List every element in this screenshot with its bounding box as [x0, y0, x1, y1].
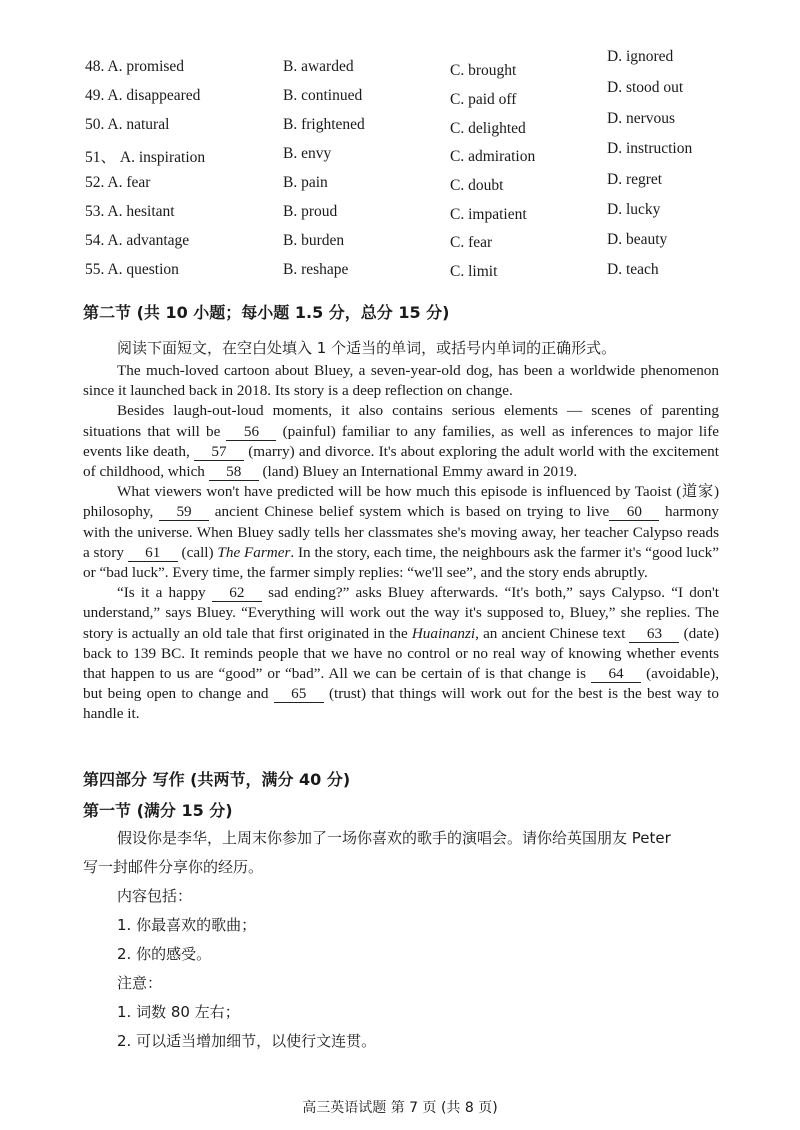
paragraph-text: sad ending?” asks Bluey afterwards. “It's both,” says Calypso. “I don't understand,” says Bluey. “Everything will work out the way it's supposed to, Bluey,” she replies. The story is actually an old tale that first originated in the [83, 584, 720, 642]
option-b: B. pain [283, 174, 328, 191]
option-c: C. limit [450, 263, 498, 280]
option-row-49 [0, 79, 800, 116]
option-a: A. natural [107, 116, 170, 133]
option-d: D. ignored [607, 48, 674, 65]
blank-57[interactable]: 57 [194, 444, 244, 461]
paragraph-4 [83, 583, 719, 724]
blank-56[interactable]: 56 [226, 424, 276, 441]
blank-65[interactable]: 65 [274, 686, 324, 703]
option-b: B. continued [283, 87, 363, 104]
paragraph-text: (painful) familiar to any families, as well as inferences to major life events like death, [83, 422, 720, 460]
blank-61[interactable]: 61 [128, 545, 178, 562]
option-a: A. question [107, 261, 179, 278]
question-number-and-option-a [85, 261, 179, 279]
paragraph-text: . In the story, each time, the neighbours ask the farmer it's “good luck” or “bad luck”. Every time, the farmer simply replies: “we'll see”, and the story ends abruptly. [83, 543, 720, 582]
question-number-and-option-a [85, 203, 175, 221]
option-c: C. fear [450, 234, 493, 251]
paragraph-text: (call) [181, 543, 214, 561]
option-a: A. advantage [107, 232, 190, 249]
option-c: C. doubt [450, 177, 504, 194]
blank-62[interactable]: 62 [212, 585, 262, 602]
option-row-52 [0, 171, 800, 203]
note-label: 注意： [117, 974, 163, 992]
note-item-2: 2. 可以适当增加细节，以使行文连贯。 [117, 1032, 377, 1050]
paragraph-text: Besides laugh-out-loud moments, it also contains serious elements — scenes of parenting situations that will be [83, 402, 719, 440]
question-number: 50. [85, 116, 105, 133]
option-b: B. envy [283, 145, 332, 162]
option-c: C. brought [450, 62, 517, 79]
option-d: D. regret [607, 171, 663, 188]
blank-60[interactable]: 60 [609, 504, 659, 521]
option-d: D. beauty [607, 231, 668, 248]
paragraph-text: The much-loved cartoon about Bluey, a seven-year-old dog, has been a worldwide phenomenon since it launched back in 2018. Its story is a deep reflection on change. [83, 362, 719, 400]
option-d: D. instruction [607, 140, 693, 157]
content-item-1: 1. 你最喜欢的歌曲； [117, 916, 257, 934]
option-d: D. nervous [607, 110, 676, 127]
option-b: B. frightened [283, 116, 365, 133]
option-a: A. hesitant [107, 203, 175, 220]
option-b: B. burden [283, 232, 345, 249]
option-b: B. awarded [283, 58, 354, 75]
option-c: C. delighted [450, 120, 526, 137]
content-item-2: 2. 你的感受。 [117, 945, 212, 963]
paragraph-text: (avoidable), but being open to change and [83, 665, 720, 703]
question-number: 51、 [85, 149, 117, 166]
paragraph-text: (trust) that things will work out for the best is the best way to handle it. [83, 685, 720, 723]
option-a: A. promised [107, 58, 185, 75]
part4-heading: 第四部分 写作 (共两节，满分 40 分) [83, 770, 351, 789]
question-number-and-option-a [85, 87, 200, 105]
section2-heading: 第二节 (共 10 小题；每小题 1.5 分，总分 15 分) [83, 303, 450, 322]
question-number-and-option-a [85, 116, 169, 134]
book-title: Huainanzi [411, 624, 476, 642]
option-b: B. proud [283, 203, 338, 220]
option-row-54 [0, 232, 800, 261]
blank-59[interactable]: 59 [159, 504, 209, 521]
writing-prompt-line1: 假设你是李华，上周末你参加了一场你喜欢的歌手的演唱会。请你给英国朋友 Peter [117, 829, 671, 847]
option-b: B. reshape [283, 261, 349, 278]
option-d: D. teach [607, 261, 659, 278]
question-number-and-option-a [85, 145, 205, 167]
paragraph-text: harmony with the universe. When Bluey sadly tells her classmates she's moving away, her teacher Calypso reads a story [83, 503, 720, 561]
page-footer: 高三英语试题 第 7 页 (共 8 页) [302, 1100, 498, 1116]
story-title: The Farmer [217, 543, 291, 561]
option-c: C. paid off [450, 91, 517, 108]
question-number: 53. [85, 203, 105, 220]
section1-heading: 第一节 (满分 15 分) [83, 801, 233, 820]
option-c: C. admiration [450, 148, 536, 165]
paragraph-2 [83, 401, 719, 482]
section2-instruction: 阅读下面短文，在空白处填入 1 个适当的单词，或括号内单词的正确形式。 [117, 339, 617, 357]
paragraph-3 [83, 482, 719, 583]
option-a: A. fear [107, 174, 151, 191]
question-number: 49. [85, 87, 105, 104]
option-d: D. stood out [607, 79, 684, 96]
question-number: 55. [85, 261, 105, 278]
note-item-1: 1. 词数 80 左右； [117, 1003, 240, 1021]
writing-prompt-line2: 写一封邮件分享你的经历。 [83, 858, 264, 876]
blank-64[interactable]: 64 [591, 666, 641, 683]
cloze-passage [83, 361, 719, 725]
option-c: C. impatient [450, 206, 527, 223]
question-number: 52. [85, 174, 105, 191]
question-number-and-option-a [85, 232, 189, 250]
paragraph-1 [83, 361, 719, 401]
paragraph-text: ancient Chinese belief system which is based on trying to live [214, 503, 610, 521]
question-number: 48. [85, 58, 105, 75]
paragraph-text: (date) back to 139 BC. It reminds people that we have no control or no real way of knowing whether events that happen to us are “good” or “bad”. All we can be certain of is that change is [83, 624, 720, 683]
blank-58[interactable]: 58 [209, 464, 259, 481]
paragraph-text: , an ancient Chinese text [475, 624, 626, 642]
option-row-51 [0, 140, 800, 174]
option-d: D. lucky [607, 201, 661, 218]
paragraph-text: (land) Bluey an International Emmy award in 2019. [262, 463, 578, 481]
blank-63[interactable]: 63 [629, 626, 679, 643]
option-a: A. inspiration [119, 149, 206, 166]
option-a: A. disappeared [107, 87, 201, 104]
question-number-and-option-a [85, 174, 150, 192]
question-number: 54. [85, 232, 105, 249]
paragraph-text: (marry) and divorce. It's about exploring the adult world with the excitement of childhood, which [83, 442, 719, 481]
question-number-and-option-a [85, 58, 184, 76]
option-row-55 [0, 261, 800, 290]
content-label: 内容包括： [117, 887, 193, 905]
paragraph-text: What viewers won't have predicted will be how much this episode is influenced by Taoist (道家) philosophy, [83, 483, 719, 521]
paragraph-text: “Is it a happy [117, 584, 206, 602]
option-row-53 [0, 203, 800, 232]
